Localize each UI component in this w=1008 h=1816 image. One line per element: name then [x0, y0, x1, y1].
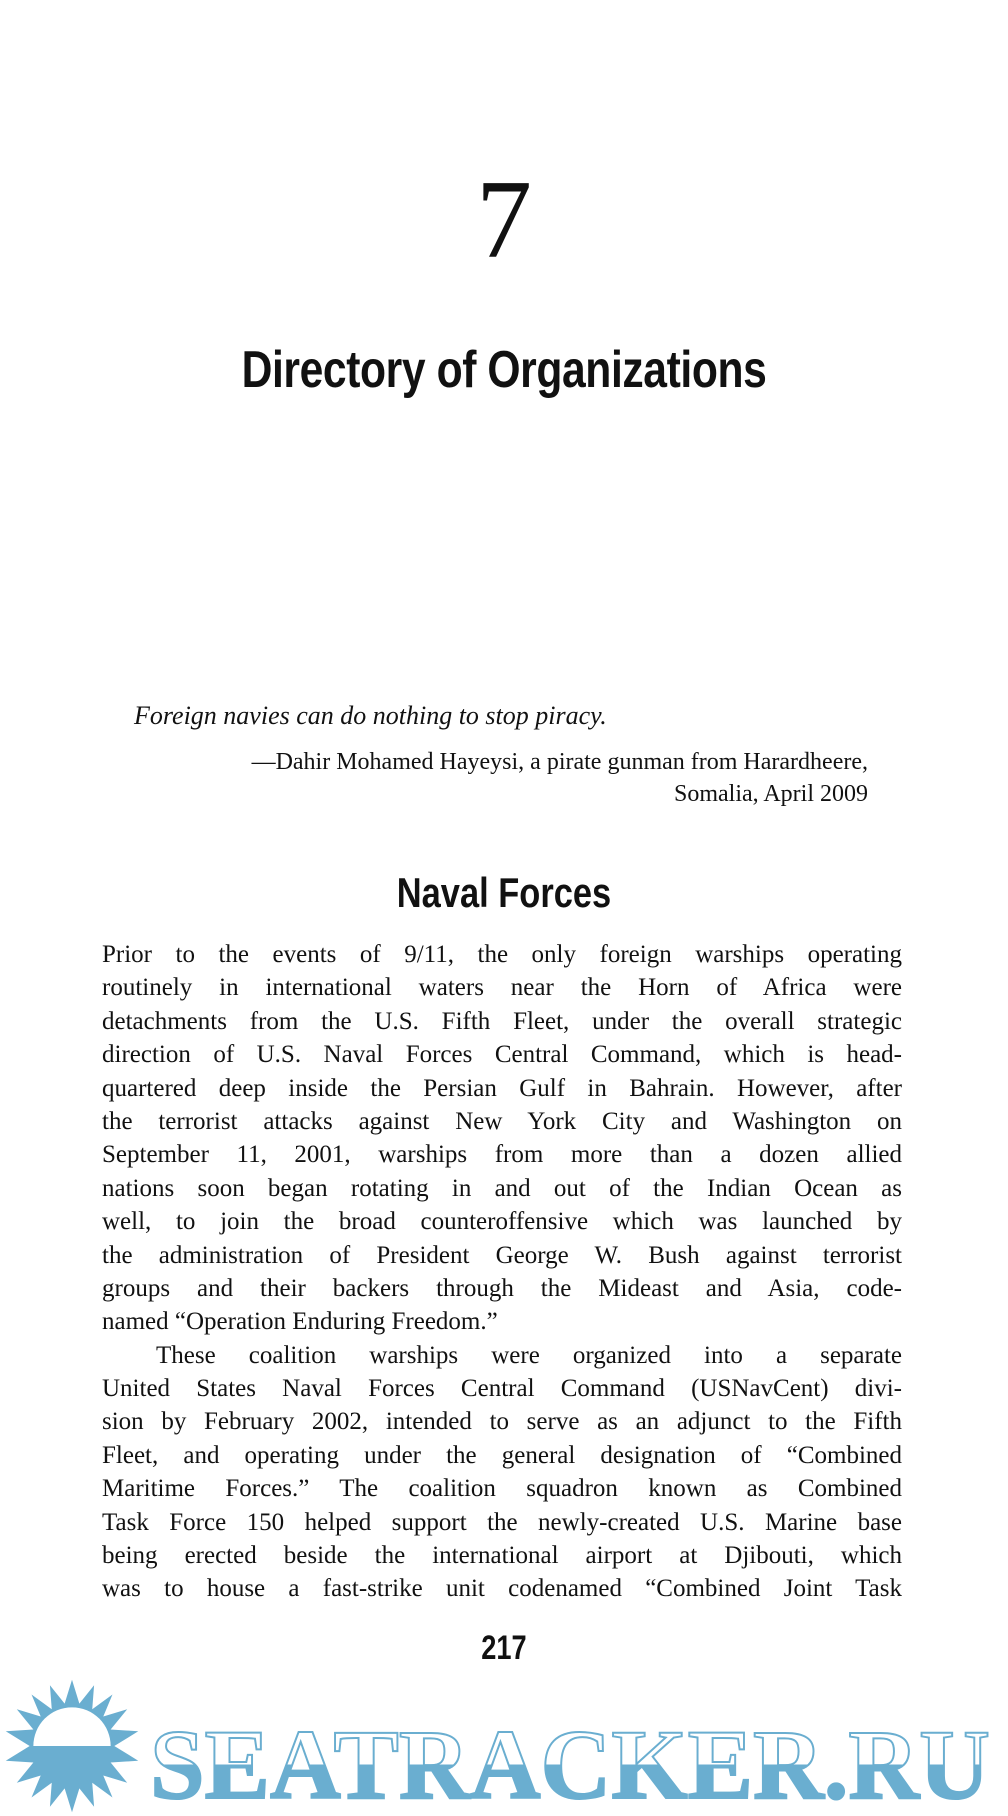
body-line: quartered deep inside the Persian Gulf in Bahrain. However, after: [102, 1074, 902, 1102]
chapter-number: 7: [476, 158, 532, 282]
body-line: detachments from the U.S. Fifth Fleet, under the overall strategic: [102, 1007, 902, 1035]
body-line: Prior to the events of 9/11, the only foreign warships operating: [102, 941, 902, 968]
body-line: well, to join the broad counteroffensive which was launched by: [102, 1208, 902, 1236]
body-line: nations soon began rotating in and out of the Indian Ocean as: [102, 1174, 902, 1202]
watermark-logo: [0, 1676, 1008, 1816]
epigraph-attribution-line: Somalia, April 2009: [674, 781, 868, 807]
section-heading: Naval Forces: [396, 869, 612, 916]
body-line: named “Operation Enduring Freedom.”: [102, 1308, 498, 1336]
body-line: sion by February 2002, intended to serve as an adjunct to the Fifth: [102, 1408, 902, 1436]
chapter-title: Directory of Organizations: [241, 341, 767, 399]
body-line: These coalition warships were organized into a separate: [156, 1341, 902, 1369]
body-line: routinely in international waters near the Horn of Africa were: [102, 974, 902, 1002]
body-line: was to house a fast-strike unit codenamed “Combined Joint Task: [102, 1575, 902, 1603]
body-line: Fleet, and operating under the general designation of “Combined: [102, 1441, 902, 1469]
body-line: United States Naval Forces Central Command (USNavCent) divi-: [102, 1375, 902, 1403]
page-number: 217: [481, 1629, 527, 1667]
body-line: Maritime Forces.” The coalition squadron known as Combined: [102, 1475, 902, 1503]
sun-icon: [6, 1680, 138, 1812]
body-line: being erected beside the international airport at Djibouti, which: [102, 1542, 902, 1570]
body-line: September 11, 2001, warships from more than a dozen allied: [102, 1141, 902, 1169]
body-line: Task Force 150 helped support the newly-created U.S. Marine base: [102, 1508, 902, 1536]
epigraph-attribution-line: —Dahir Mohamed Hayeysi, a pirate gunman from Harardheere,: [251, 749, 868, 775]
watermark-text: SEATRACKER.RU: [150, 1709, 990, 1816]
body-text: [102, 938, 902, 1606]
body-line: groups and their backers through the Mideast and Asia, code-: [102, 1274, 902, 1302]
body-line: the terrorist attacks against New York City and Washington on: [102, 1107, 902, 1135]
body-line: the administration of President George W. Bush against terrorist: [102, 1241, 902, 1269]
body-line: direction of U.S. Naval Forces Central Command, which is head-: [102, 1041, 902, 1069]
epigraph-quote: Foreign navies can do nothing to stop piracy.: [134, 701, 607, 730]
